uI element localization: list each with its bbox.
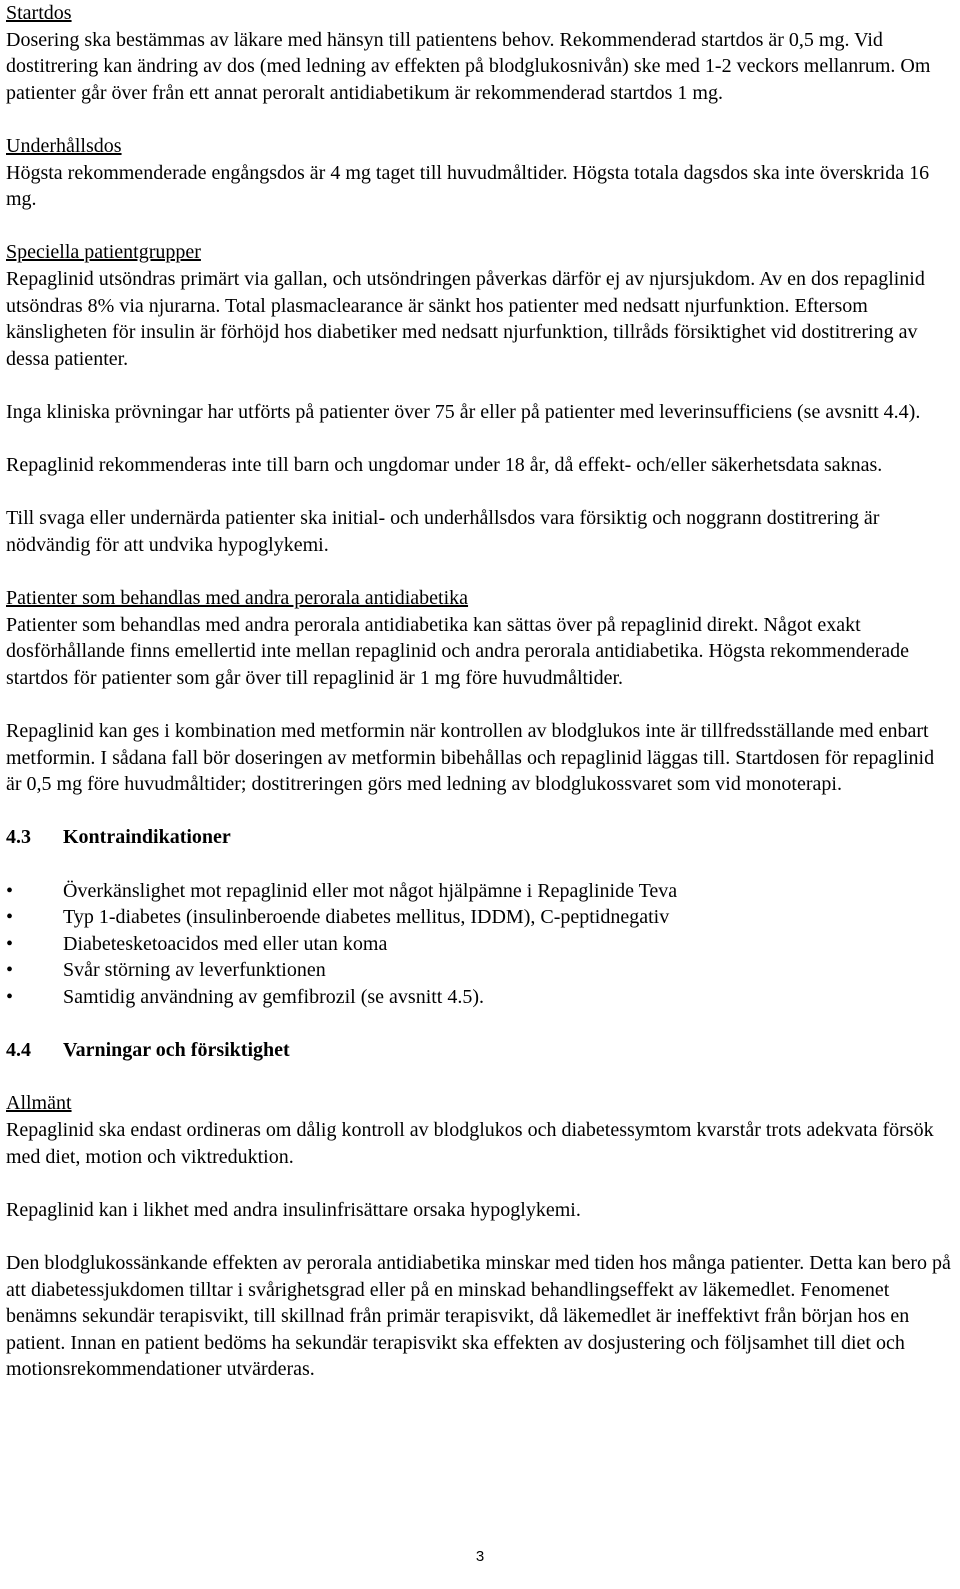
section-heading-andra-antidiabetika: Patienter som behandlas med andra perorala antidiabetika xyxy=(6,587,469,610)
paragraph-speciella-3: Repaglinid rekommenderas inte till barn och ungdomar under 18 år, då effekt- och/eller säkerhetsdata saknas. xyxy=(6,454,883,477)
contraindication-list xyxy=(6,878,952,1011)
page-number: 3 xyxy=(475,1548,485,1565)
document-page xyxy=(6,0,952,1383)
section-title-varningar xyxy=(6,1037,952,1064)
paragraph-speciella-1: Repaglinid utsöndras primärt via gallan, och utsöndringen påverkas därför ej av njursjukdom. Av en dos repaglinid utsöndras 8% via njurarna. Total plasmaclearance är sänkt hos patienter med nedsatt njurfunktion. Eftersom känsligheten för insulin är förhöjd hos diabetiker med nedsatt njurfunktion, tillråds försiktighet vid dostitrering av dessa patienter. xyxy=(6,267,925,370)
paragraph-varningar-1: Repaglinid ska endast ordineras om dålig kontroll av blodglukos och diabetessymtom kvarstår trots adekvata försök med diet, motion och viktreduktion. xyxy=(6,1118,934,1168)
bullet-icon: • xyxy=(6,932,14,955)
bullet-icon: • xyxy=(6,906,14,929)
paragraph-varningar-2: Repaglinid kan i likhet med andra insulinfrisättare orsaka hypoglykemi. xyxy=(6,1198,581,1221)
paragraph-andra-1: Patienter som behandlas med andra perorala antidiabetika kan sättas över på repaglinid direkt. Något exakt dosförhållande finns emellertid inte mellan repaglinid och andra perorala antidiabetika. Högsta rekommenderade startdos för patienter som går över till repaglinid är 1 mg före huvudmåltider. xyxy=(6,613,909,689)
section-heading-underhallsdos: Underhållsdos xyxy=(6,134,122,157)
list-item: • Samtidig användning av gemfibrozil (se avsnitt 4.5). xyxy=(6,984,952,1011)
section-heading-allmant: Allmänt xyxy=(6,1092,72,1115)
section-title: Kontraindikationer xyxy=(63,826,231,849)
list-item: • Svår störning av leverfunktionen xyxy=(6,957,952,984)
paragraph-speciella-2: Inga kliniska prövningar har utförts på patienter över 75 år eller på patienter med leverinsufficiens (se avsnitt 4.4). xyxy=(6,400,921,423)
bullet-icon: • xyxy=(6,879,14,902)
section-number: 4.3 xyxy=(6,826,31,849)
section-title-kontraindikationer xyxy=(6,824,952,851)
list-item: • Överkänslighet mot repaglinid eller mot något hjälpämne i Repaglinide Teva xyxy=(6,878,952,905)
paragraph-varningar-3: Den blodglukossänkande effekten av perorala antidiabetika minskar med tiden hos många patienter. Detta kan bero på att diabetessjukdomen tilltar i svårighetsgrad eller på en minskad behandlingseffekt av läkemedlet. Fenomenet benämns sekundär terapisvikt, till skillnad från primär terapisvikt, då läkemedlet är ineffektivt från början hos en patient. Innan en patient bedöms ha sekundär terapisvikt ska effekten av dosjustering och följsamhet till diet och motionsrekommendationer utvärderas. xyxy=(6,1251,951,1381)
section-number: 4.4 xyxy=(6,1039,31,1062)
list-item: • Typ 1-diabetes (insulinberoende diabetes mellitus, IDDM), C-peptidnegativ xyxy=(6,904,952,931)
section-heading-speciella: Speciella patientgrupper xyxy=(6,241,201,264)
section-title: Varningar och försiktighet xyxy=(63,1039,290,1062)
bullet-icon: • xyxy=(6,959,14,982)
list-item: • Diabetesketoacidos med eller utan koma xyxy=(6,931,952,958)
paragraph-underhallsdos: Högsta rekommenderade engångsdos är 4 mg taget till huvudmåltider. Högsta totala dagsdos ska inte överskrida 16 mg. xyxy=(6,161,930,211)
paragraph-andra-2: Repaglinid kan ges i kombination med metformin när kontrollen av blodglukos inte är tillfredsställande med enbart metformin. I sådana fall bör doseringen av metformin bibehållas och repaglinid läggas till. Startdosen för repaglinid är 0,5 mg före huvudmåltider; dostitreringen görs med ledning av blodglukossvaret som vid monoterapi. xyxy=(6,720,935,796)
bullet-icon: • xyxy=(6,985,14,1008)
paragraph-startdos: Dosering ska bestämmas av läkare med hänsyn till patientens behov. Rekommenderad startdos är 0,5 mg. Vid dostitrering kan ändring av dos (med ledning av effekten på blodglukosnivån) ske med 1-2 veckors mellanrum. Om patienter går över från ett annat peroralt antidiabetikum är rekommenderad startdos 1 mg. xyxy=(6,28,931,104)
section-heading-startdos: Startdos xyxy=(6,2,72,24)
paragraph-speciella-4: Till svaga eller undernärda patienter ska initial- och underhållsdos vara försiktig och noggrann dostitrering är nödvändig för att undvika hypoglykemi. xyxy=(6,507,880,556)
